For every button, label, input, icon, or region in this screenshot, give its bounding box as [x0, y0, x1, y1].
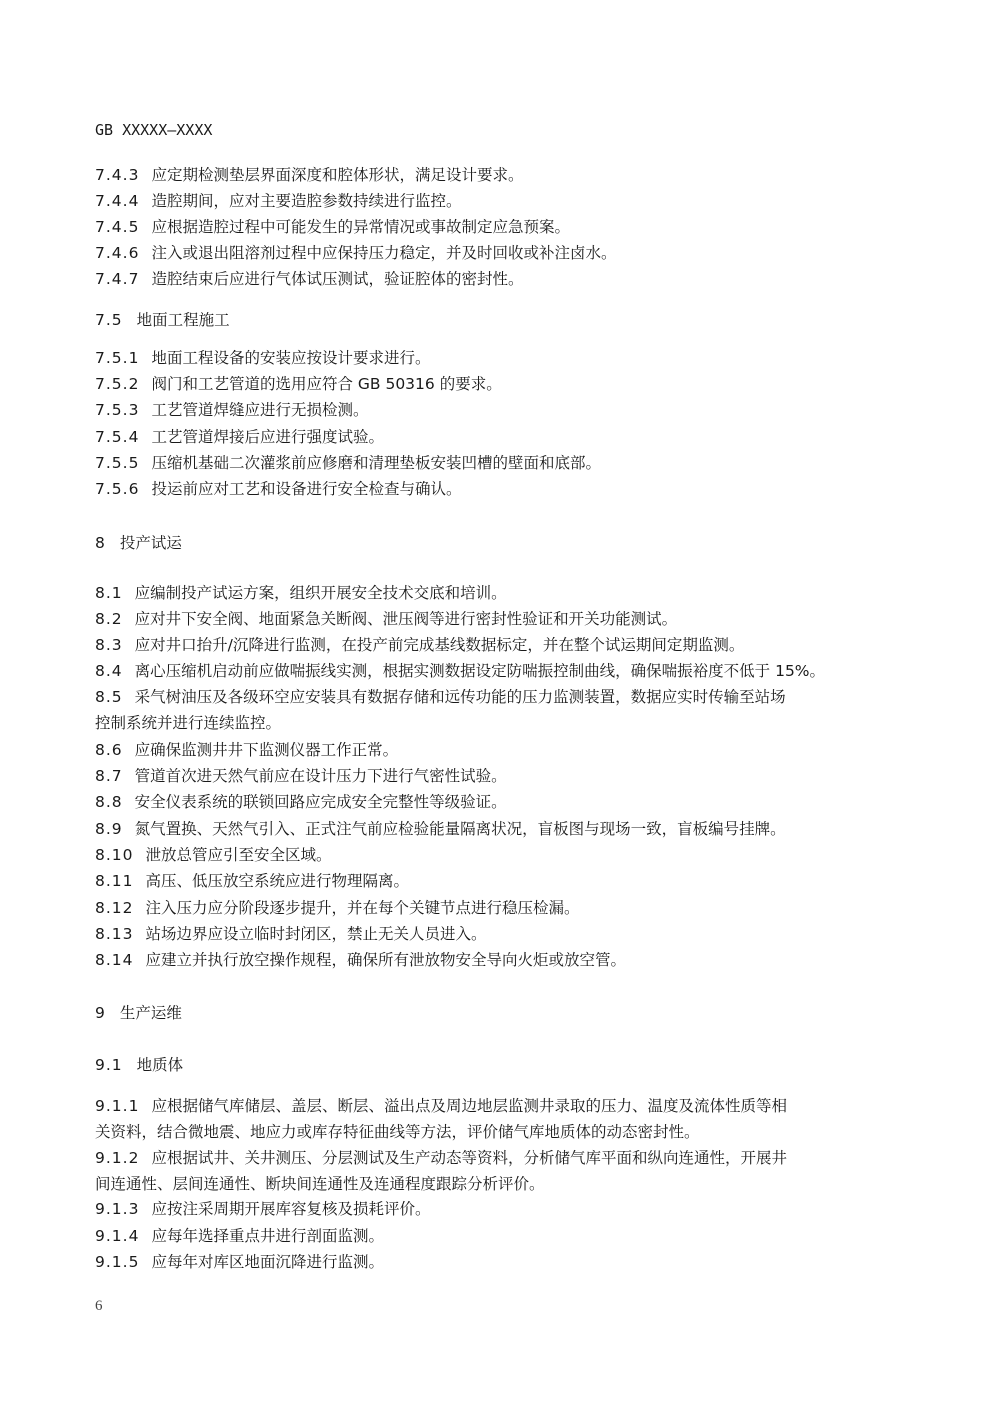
- clause-number: 8.3: [95, 636, 123, 654]
- clause-text: 应定期检测垫层界面深度和腔体形状，满足设计要求。: [151, 166, 524, 184]
- clause-text: 注入或退出阻溶剂过程中应保持压力稳定，并及时回收或补注卤水。: [151, 244, 617, 262]
- clause-text: 高压、低压放空系统应进行物理隔离。: [145, 872, 410, 890]
- clause-number: 9.1.5: [95, 1253, 140, 1271]
- clause-text: 工艺管道焊缝应进行无损检测。: [151, 401, 369, 419]
- clause-text: 注入压力应分阶段逐步提升，并在每个关键节点进行稳压检漏。: [145, 899, 580, 917]
- clause-item: [95, 427, 384, 447]
- clause-item: [95, 845, 332, 865]
- clause-item: [95, 740, 398, 760]
- clause-text: 应建立并执行放空操作规程，确保所有泄放物安全导向火炬或放空管。: [145, 951, 627, 969]
- clause-text: 应每年对库区地面沉降进行监测。: [151, 1253, 384, 1271]
- clause-number: 7.4.5: [95, 218, 140, 236]
- clause-text: 离心压缩机启动前应做喘振线实测，根据实测数据设定防喘振控制曲线，确保喘振裕度不低于 15%。: [134, 662, 826, 680]
- clause-number: 8.14: [95, 951, 134, 969]
- clause-text-continuation: 控制系统并进行连续监控。: [95, 714, 282, 732]
- clause-item: [95, 479, 461, 499]
- clause-item: [95, 374, 502, 394]
- clause-item: [95, 1226, 384, 1246]
- clause-item: [95, 1148, 787, 1168]
- clause-number: 8.11: [95, 872, 134, 890]
- clause-number: 7.4.6: [95, 244, 140, 262]
- clause-text-continuation: 间连通性、层间连通性、断块间连通性及连通程度跟踪分析评价。: [95, 1175, 545, 1193]
- clause-text: 地面工程设备的安装应按设计要求进行。: [151, 349, 431, 367]
- clause-item: [95, 217, 570, 237]
- clause-text: 应编制投产试运方案，组织开展安全技术交底和培训。: [134, 584, 507, 602]
- clause-number: 7.4.4: [95, 192, 140, 210]
- clause-item: [95, 687, 786, 707]
- clause-text: 应每年选择重点井进行剖面监测。: [151, 1227, 384, 1245]
- clause-text: 阀门和工艺管道的选用应符合 GB 50316 的要求。: [151, 375, 502, 393]
- clause-text: 站场边界应设立临时封闭区，禁止无关人员进入。: [145, 925, 487, 943]
- clause-text: 生产运维: [119, 1004, 182, 1022]
- clause-item: [95, 609, 677, 629]
- clause-item: [95, 191, 461, 211]
- section-heading: [95, 1055, 183, 1075]
- clause-item: [95, 583, 507, 603]
- clause-number: 8.10: [95, 846, 134, 864]
- clause-number: 8.12: [95, 899, 134, 917]
- clause-number: 8.6: [95, 741, 123, 759]
- clause-item: [95, 1096, 787, 1116]
- clause-item: [95, 269, 523, 289]
- clause-number: 7.5.4: [95, 428, 140, 446]
- clause-number: 7.4.3: [95, 166, 140, 184]
- clause-item: [95, 400, 368, 420]
- clause-text: 造腔期间，应对主要造腔参数持续进行监控。: [151, 192, 462, 210]
- clause-number: 7.5.1: [95, 349, 140, 367]
- clause-text: 地质体: [136, 1056, 184, 1074]
- clause-text: 应对井口抬升/沉降进行监测，在投产前完成基线数据标定，并在整个试运期间定期监测。: [134, 636, 745, 654]
- clause-item: [95, 766, 507, 786]
- clause-text: 工艺管道焊接后应进行强度试验。: [151, 428, 384, 446]
- clause-item: [95, 243, 616, 263]
- clause-number: 8.1: [95, 584, 123, 602]
- clause-text: 造腔结束后应进行气体试压测试，验证腔体的密封性。: [151, 270, 524, 288]
- clause-text: 投运前应对工艺和设备进行安全检查与确认。: [151, 480, 462, 498]
- clause-text: 管道首次进天然气前应在设计压力下进行气密性试验。: [134, 767, 507, 785]
- clause-text: 应确保监测井井下监测仪器工作正常。: [134, 741, 399, 759]
- clause-item: [95, 635, 744, 655]
- clause-text: 泄放总管应引至安全区域。: [145, 846, 332, 864]
- clause-item: [95, 661, 825, 681]
- clause-item: [95, 924, 487, 944]
- clause-text: 采气树油压及各级环空应安装具有数据存储和远传功能的压力监测装置，数据应实时传输至站场: [134, 688, 786, 706]
- clause-number: 8.8: [95, 793, 123, 811]
- clause-text: 应根据储气库储层、盖层、断层、溢出点及周边地层监测井录取的压力、温度及流体性质等相: [151, 1097, 787, 1115]
- clause-number: 7.5.2: [95, 375, 140, 393]
- clause-text: 氮气置换、天然气引入、正式注气前应检验能量隔离状况，盲板图与现场一致，盲板编号挂牌。: [134, 820, 786, 838]
- clause-number: 8.7: [95, 767, 123, 785]
- page-number: 6: [95, 1298, 103, 1314]
- clause-item: [95, 871, 409, 891]
- document-code-header: GB XXXXX—XXXX: [95, 121, 213, 139]
- clause-text: 应根据造腔过程中可能发生的异常情况或事故制定应急预案。: [151, 218, 570, 236]
- clause-text-continuation: 关资料，结合微地震、地应力或库存特征曲线等方法，评价储气库地质体的动态密封性。: [95, 1123, 700, 1141]
- clause-text: 应根据试井、关井测压、分层测试及生产动态等资料，分析储气库平面和纵向连通性，开展井: [151, 1149, 787, 1167]
- clause-number: 7.5.5: [95, 454, 140, 472]
- clause-number: 7.4.7: [95, 270, 140, 288]
- clause-number: 9.1.2: [95, 1149, 140, 1167]
- clause-number: 9.1: [95, 1056, 123, 1074]
- clause-text: 安全仪表系统的联锁回路应完成安全完整性等级验证。: [134, 793, 507, 811]
- clause-item: [95, 165, 523, 185]
- clause-number: 7.5.3: [95, 401, 140, 419]
- clause-item: [95, 898, 580, 918]
- clause-number: 8.9: [95, 820, 123, 838]
- clause-number: 8: [95, 534, 106, 552]
- clause-item: [95, 950, 626, 970]
- clause-text: 投产试运: [119, 534, 182, 552]
- clause-text: 应按注采周期开展库容复核及损耗评价。: [151, 1200, 431, 1218]
- clause-item: [95, 453, 601, 473]
- clause-item: [95, 348, 430, 368]
- clause-text: 地面工程施工: [136, 311, 230, 329]
- clause-number: 7.5: [95, 311, 123, 329]
- clause-number: 9.1.3: [95, 1200, 140, 1218]
- clause-number: 9: [95, 1004, 106, 1022]
- clause-number: 8.5: [95, 688, 123, 706]
- clause-number: 9.1.4: [95, 1227, 140, 1245]
- section-heading: [95, 310, 230, 330]
- clause-item: [95, 1199, 430, 1219]
- section-heading: [95, 533, 182, 553]
- clause-number: 7.5.6: [95, 480, 140, 498]
- clause-item: [95, 1252, 384, 1272]
- clause-number: 9.1.1: [95, 1097, 140, 1115]
- clause-number: 8.2: [95, 610, 123, 628]
- clause-text: 压缩机基础二次灌浆前应修磨和清理垫板安装凹槽的壁面和底部。: [151, 454, 601, 472]
- clause-number: 8.13: [95, 925, 134, 943]
- clause-item: [95, 819, 786, 839]
- clause-item: [95, 792, 507, 812]
- clause-text: 应对井下安全阀、地面紧急关断阀、泄压阀等进行密封性验证和开关功能测试。: [134, 610, 678, 628]
- section-heading: [95, 1003, 182, 1023]
- clause-number: 8.4: [95, 662, 123, 680]
